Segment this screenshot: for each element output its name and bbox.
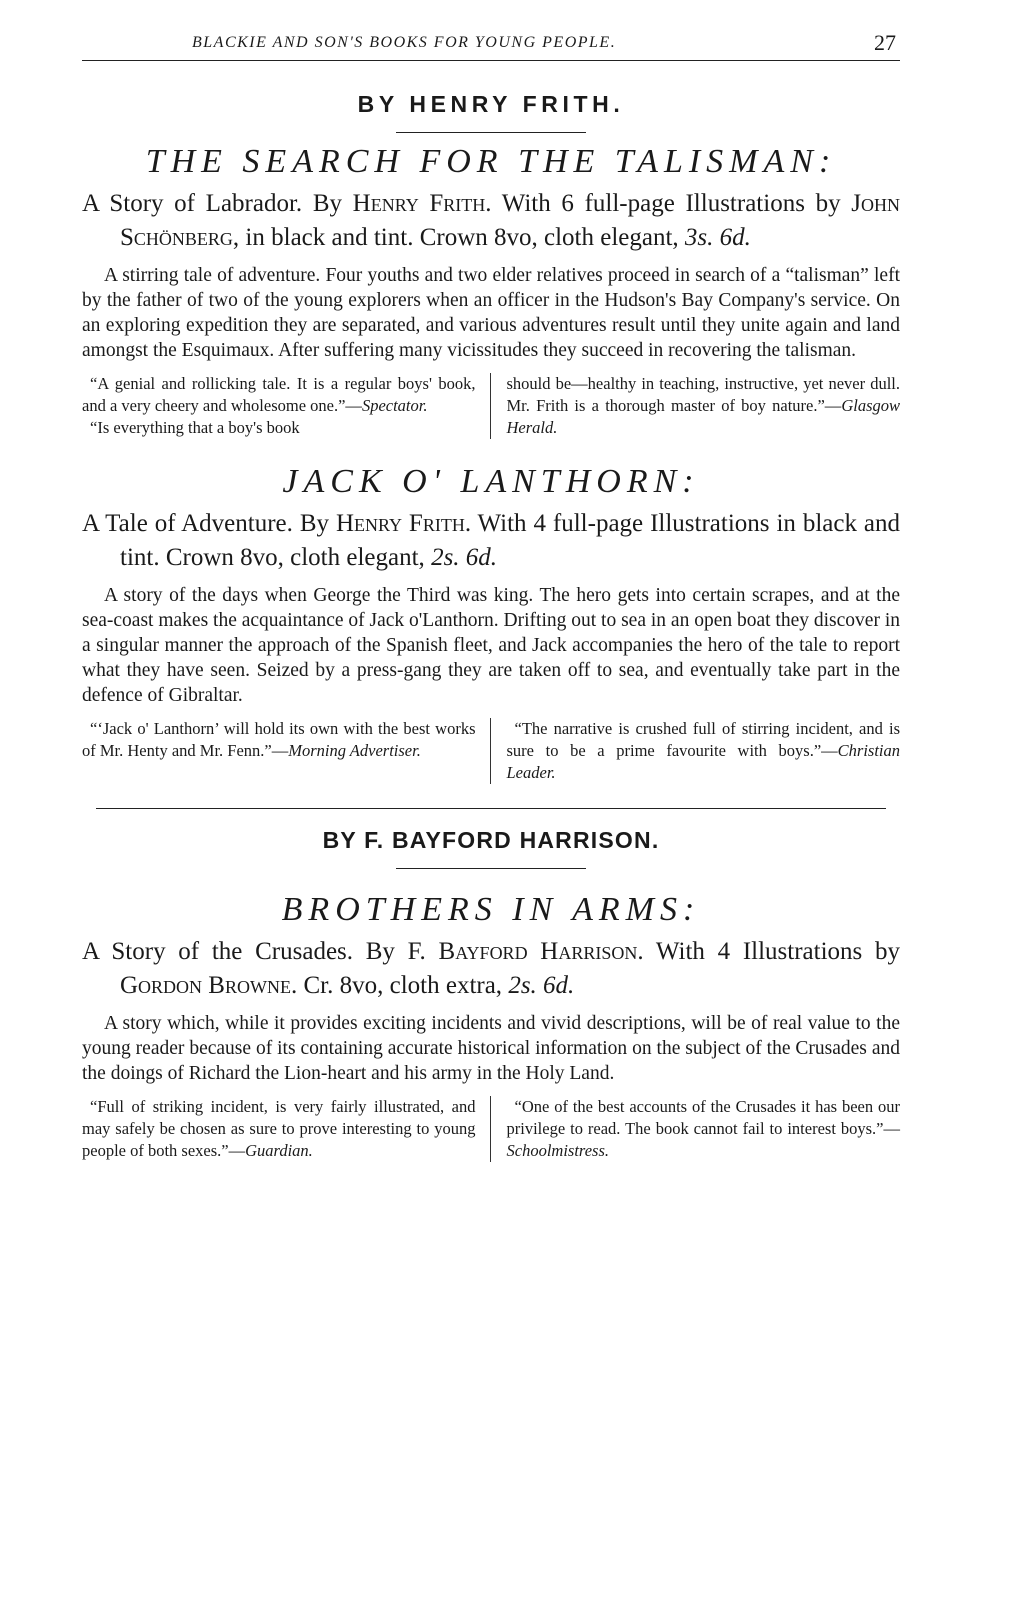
section-divider (96, 808, 886, 809)
review-quote: “One of the best accounts of the Crusades it has been our privilege to read. The book cannot fail to interest boys.”—Schoolmistress. (506, 1097, 900, 1160)
review-column-right (491, 718, 901, 784)
book-bibliographic-details: A Tale of Adventure. By Henry Frith. With 4 full-page Illustrations in black and tint. Crown 8vo, cloth elegant, 2s. 6d. (82, 510, 900, 571)
review-column-left (82, 373, 491, 439)
book-description: A story which, while it provides exciting incidents and vivid descriptions, will be of real value to the young reader because of its containing accurate historical information on the subject of the Crusades and the doings of Richard the Lion-heart and his army in the Holy Land. (82, 1013, 900, 1084)
running-title: BLACKIE AND SON'S BOOKS FOR YOUNG PEOPLE. (192, 34, 617, 51)
press-reviews (82, 718, 900, 784)
running-header (82, 28, 900, 60)
page-number: 27 (874, 30, 896, 55)
review-column-right (491, 1096, 901, 1162)
review-quote: “A genial and rollicking tale. It is a regular boys' book, and a very cheery and wholesome one.”—Spectator. (82, 374, 476, 415)
book-description: A stirring tale of adventure. Four youths and two elder relatives proceed in search of a “talisman” left by the father of two of the young explorers when an officer in the Hudson's Bay Company's service. On an exploring expedition they are separated, and various adventures result until they unite again and land amongst the Esquimaux. After suffering many vicissitudes they succeed in recovering the talisman. (82, 265, 900, 361)
book-catalogue-page (82, 28, 900, 1162)
review-quote: “Is everything that a boy's book (90, 418, 300, 437)
book-bibliographic-details: A Story of Labrador. By Henry Frith. With 6 full-page Illustrations by John Schönberg, in black and tint. Crown 8vo, cloth elegant, 3s. 6d. (82, 190, 900, 251)
review-column-right (491, 373, 901, 439)
review-column-left (82, 718, 491, 784)
book-title-jack-o-lanthorn: JACK O' LANTHORN: (282, 463, 700, 500)
review-quote: “The narrative is crushed full of stirring incident, and is sure to be a prime favourite with boys.”—Christian Leader. (506, 719, 900, 782)
press-reviews (82, 373, 900, 439)
short-divider (396, 868, 586, 869)
author-heading-harrison: BY F. BAYFORD HARRISON. (322, 827, 660, 853)
press-reviews (82, 1096, 900, 1162)
review-quote: should be—healthy in teaching, instructive, yet never dull. Mr. Frith is a thorough master of boy nature.”—Glasgow Herald. (506, 374, 900, 437)
book-bibliographic-details: A Story of the Crusades. By F. Bayford Harrison. With 4 Illustrations by Gordon Browne. Cr. 8vo, cloth extra, 2s. 6d. (82, 938, 900, 999)
book-description: A story of the days when George the Third was king. The hero gets into certain scrapes, and at the sea-coast makes the acquaintance of Jack o'Lanthorn. Drifting out to sea in an open boat they discover in a singular manner the approach of the Spanish fleet, and Jack accompanies the hero of the tale to report what they have seen. Seized by a press-gang they are taken off to sea, and eventually take part in the defence of Gibraltar. (82, 585, 900, 706)
review-column-left (82, 1096, 491, 1162)
review-quote: “‘Jack o' Lanthorn’ will hold its own with the best works of Mr. Henty and Mr. Fenn.”—Morning Advertiser. (82, 719, 476, 760)
book-title-search-for-talisman: THE SEARCH FOR THE TALISMAN: (145, 143, 837, 180)
short-divider (396, 132, 586, 133)
header-rule (82, 60, 900, 61)
book-title-brothers-in-arms: BROTHERS IN ARMS: (281, 891, 701, 928)
author-heading-frith: BY HENRY FRITH. (357, 91, 625, 117)
review-quote: “Full of striking incident, is very fairly illustrated, and may safely be chosen as sure to prove interesting to young people of both sexes.”—Guardian. (82, 1097, 476, 1160)
